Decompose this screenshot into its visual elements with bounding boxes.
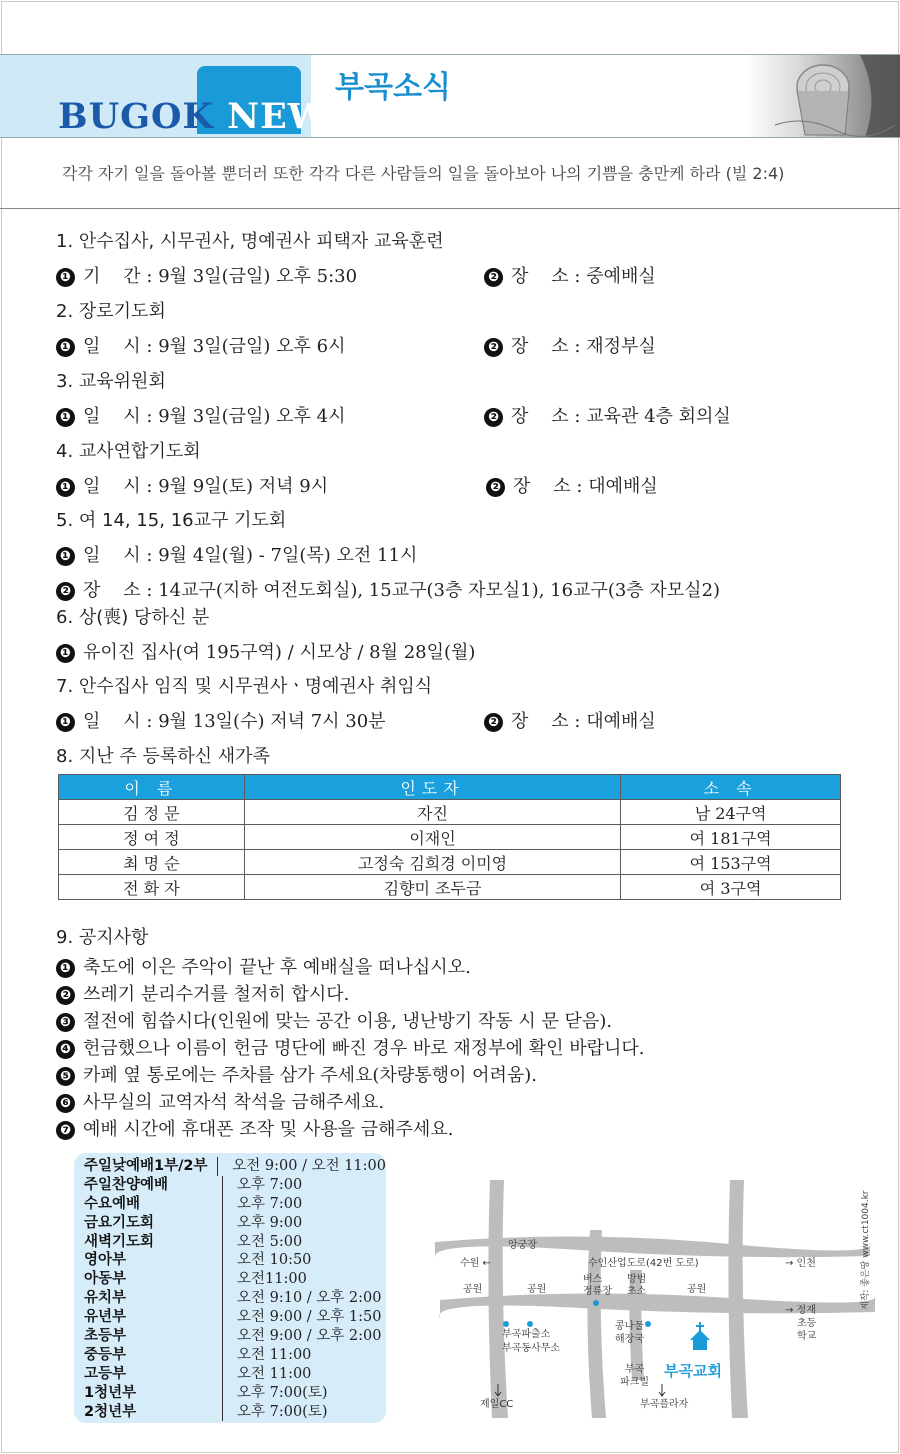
- map-label-school: 초등: [797, 1318, 817, 1329]
- item-value: : 14교구(지하 여전도회실), 15교구(3층 자모실1), 16교구(3층 자모실2): [146, 580, 721, 601]
- item-title: 1. 안수집사, 시무권사, 명예권사 피택자 교육훈련: [56, 231, 444, 252]
- item-key: 장 소: [511, 406, 569, 427]
- office-marker: [527, 1321, 533, 1327]
- item-key: 일 시: [83, 545, 141, 566]
- notice-line: [56, 981, 644, 1008]
- service-name: 금요기도회: [84, 1214, 155, 1231]
- bible-verse: 각각 자기 일을 돌아볼 뿐더러 또한 각각 다른 사람들의 일을 돌아보아 나의 기쁨을 충만케 하라 (빌 2:4): [62, 164, 785, 183]
- schedule-row: [84, 1308, 386, 1327]
- table-row: [59, 850, 841, 875]
- item-title: 8. 지난 주 등록하신 새가족: [56, 746, 270, 767]
- bullet-1-icon: ❶: [56, 713, 75, 732]
- cell-name: 김 정 문: [59, 800, 245, 825]
- item-title: 6. 상(喪) 당하신 분: [56, 607, 210, 628]
- service-time: 오전 11:00: [222, 1346, 311, 1365]
- item-value: : 대예배실: [574, 711, 656, 732]
- map-label-road: 수인산업도로(42번 도로): [588, 1258, 699, 1269]
- notice-item-6: [56, 600, 475, 670]
- schedule-row: [84, 1403, 386, 1422]
- notice-line: [56, 1116, 644, 1143]
- cell-guide: 김향미 조두금: [244, 875, 620, 900]
- cell-group: 여 3구역: [621, 875, 841, 900]
- service-name: 유치부: [84, 1290, 127, 1307]
- service-name: 주일찬양예배: [84, 1176, 169, 1193]
- notice-item-2: [56, 294, 656, 364]
- service-name: 고등부: [84, 1365, 127, 1382]
- police-station-marker: [503, 1321, 509, 1327]
- item-second: [484, 259, 656, 294]
- map-labels: [460, 1238, 817, 1410]
- notice-line: [56, 1062, 644, 1089]
- service-time: 오전11:00: [222, 1270, 307, 1289]
- soup-marker: [645, 1321, 651, 1327]
- service-time: 오전 9:00 / 오전 11:00: [217, 1157, 386, 1176]
- notice-item-3: [56, 364, 731, 434]
- item-line: [56, 704, 656, 739]
- new-family-table: [58, 774, 841, 900]
- item-key: 일 시: [83, 476, 141, 497]
- map-label-park: 공원: [463, 1284, 483, 1295]
- item-key: 기 간: [83, 266, 141, 287]
- map-label-stop: 정류장: [583, 1286, 612, 1297]
- map-label-park: 공원: [687, 1284, 707, 1295]
- item-title: 2. 장로기도회: [56, 301, 166, 322]
- map-label-school: → 정재: [785, 1305, 816, 1316]
- cell-guide: 자진: [244, 800, 620, 825]
- schedule-row: [84, 1270, 386, 1289]
- map-label-park: 공원: [527, 1284, 547, 1295]
- notice-line: [56, 1089, 644, 1116]
- service-name: 초등부: [84, 1328, 127, 1345]
- notice-text: 쓰레기 분리수거를 철저히 합시다.: [83, 984, 350, 1005]
- church-map: [430, 1170, 875, 1420]
- map-roads: [435, 1180, 875, 1418]
- service-time: 오전 9:00 / 오후 2:00: [222, 1327, 381, 1346]
- cell-name: 정 여 정: [59, 825, 245, 850]
- service-time: 오후 7:00(토): [222, 1384, 328, 1403]
- service-time: 오후 9:00: [222, 1214, 302, 1233]
- church-icon: [690, 1322, 710, 1350]
- item-value: : 9월 9일(토) 저녁 9시: [146, 476, 329, 497]
- logo-bugok: BUGOK: [58, 96, 228, 137]
- item-line: [56, 329, 656, 364]
- notice-line: [56, 1035, 644, 1062]
- schedule-row: [84, 1327, 386, 1346]
- notice-item-7: [56, 669, 656, 739]
- service-name: 유년부: [84, 1309, 127, 1326]
- item-key: 일 시: [83, 406, 141, 427]
- item-value: : 9월 3일(금일) 오후 6시: [146, 336, 346, 357]
- item-key: 장 소: [511, 711, 569, 732]
- bullet-2-icon: ❷: [484, 713, 503, 732]
- item-title: 9. 공지사항: [56, 927, 149, 948]
- item-key: 장 소: [83, 580, 141, 601]
- bullet-1-icon: ❶: [56, 268, 75, 287]
- item-title: 7. 안수집사 임직 및 시무권사ㆍ명예권사 취임식: [56, 676, 433, 697]
- bullet-1-icon: ❶: [56, 338, 75, 357]
- item-value: : 교육관 4층 회의실: [574, 406, 731, 427]
- bullet-7-icon: ❼: [56, 1121, 75, 1140]
- bullet-4-icon: ❹: [56, 1040, 75, 1059]
- service-name: 1청년부: [84, 1384, 137, 1401]
- service-time: 오후 7:00(토): [222, 1403, 328, 1422]
- service-name: 수요예배: [84, 1195, 141, 1212]
- map-label-plaza: 부곡플라자: [640, 1399, 689, 1410]
- bullet-1-icon: ❶: [56, 547, 75, 566]
- service-time: 오전 11:00: [222, 1365, 311, 1384]
- bullet-2-icon: ❷: [484, 408, 503, 427]
- item-line: [56, 538, 720, 573]
- bullet-2-icon: ❷: [484, 338, 503, 357]
- item-key: 장 소: [511, 336, 569, 357]
- service-name: 주일낮예배1부/2부: [84, 1158, 208, 1174]
- service-time: 오전 10:50: [222, 1251, 311, 1270]
- cell-name: 전 화 자: [59, 875, 245, 900]
- bullet-3-icon: ❸: [56, 1013, 75, 1032]
- service-time: 오전 9:10 / 오후 2:00: [222, 1289, 381, 1308]
- map-label-police-station: 부곡파출소: [502, 1329, 551, 1340]
- map-label-parkvil: 부곡: [625, 1364, 645, 1375]
- cell-group: 남 24구역: [621, 800, 841, 825]
- bullet-6-icon: ❻: [56, 1094, 75, 1113]
- bullet-2-icon: ❷: [56, 582, 75, 601]
- bullet-1-icon: ❶: [56, 408, 75, 427]
- cell-group: 여 153구역: [621, 850, 841, 875]
- schedule-row: [84, 1233, 386, 1252]
- item-second: [484, 329, 656, 364]
- item-key: 장 소: [513, 476, 571, 497]
- item-second: [484, 704, 656, 739]
- table-row: [59, 825, 841, 850]
- design-credit: 제작: 좋은땅 www.ct1004.kr: [861, 1190, 871, 1310]
- item-line: [56, 635, 475, 670]
- item-value: : 대예배실: [576, 476, 658, 497]
- service-time: 오전 9:00 / 오후 1:50: [222, 1308, 381, 1327]
- item-title: 3. 교육위원회: [56, 371, 166, 392]
- cell-group: 여 181구역: [621, 825, 841, 850]
- item-title: 4. 교사연합기도회: [56, 441, 201, 462]
- header-photo: [745, 55, 900, 137]
- map-label-police: 초소: [627, 1286, 647, 1297]
- bullet-1-icon: ❶: [56, 644, 75, 663]
- bullet-2-icon: ❷: [56, 986, 75, 1005]
- cell-name: 최 명 순: [59, 850, 245, 875]
- notice-text: 절전에 힘씁시다(인원에 맞는 공간 이용, 냉난방기 작동 시 문 닫음).: [83, 1011, 613, 1032]
- bullet-1-icon: ❶: [56, 959, 75, 978]
- item-value: 유이진 집사(여 195구역) / 시모상 / 8월 28일(월): [83, 642, 476, 663]
- item-key: 일 시: [83, 711, 141, 732]
- schedule-row: [84, 1365, 386, 1384]
- bullet-1-icon: ❶: [56, 478, 75, 497]
- table-row: [59, 800, 841, 825]
- schedule-row: [84, 1251, 386, 1270]
- service-name: 영아부: [84, 1252, 127, 1269]
- notice-text: 축도에 이은 주악이 끝난 후 예배실을 떠나십시오.: [83, 957, 471, 978]
- bus-stop-marker: [593, 1300, 599, 1306]
- map-label-police: 방범: [627, 1274, 647, 1285]
- map-label-incheon: → 인천: [785, 1258, 816, 1269]
- notice-line: [56, 1008, 644, 1035]
- item-line: [56, 469, 658, 504]
- item-value: : 9월 13일(수) 저녁 7시 30분: [146, 711, 386, 732]
- page-title: 부곡소식: [335, 70, 451, 105]
- service-time: 오후 7:00: [222, 1176, 302, 1195]
- schedule-row: [84, 1384, 386, 1403]
- service-time: 오전 5:00: [222, 1233, 302, 1252]
- item-second: [486, 469, 658, 504]
- map-label-school: 학교: [797, 1331, 817, 1342]
- table-header-row: [59, 775, 841, 800]
- item-key: 장 소: [511, 266, 569, 287]
- service-name: 아동부: [84, 1271, 127, 1288]
- bullet-2-icon: ❷: [486, 478, 505, 497]
- map-label-soup: 콩나물: [615, 1321, 644, 1332]
- item-title: 5. 여 14, 15, 16교구 기도회: [56, 510, 287, 531]
- table-row: [59, 875, 841, 900]
- schedule-row: [84, 1176, 386, 1195]
- service-name: 새벽기도회: [84, 1233, 155, 1250]
- schedule-row: [84, 1289, 386, 1308]
- schedule-row: [84, 1157, 386, 1176]
- item-line: [56, 399, 731, 434]
- worship-schedule: [74, 1153, 386, 1423]
- service-name: 중등부: [84, 1346, 127, 1363]
- schedule-row: [84, 1195, 386, 1214]
- notice-text: 헌금했으나 이름이 헌금 명단에 빠진 경우 바로 재정부에 확인 바랍니다.: [83, 1038, 645, 1059]
- schedule-row: [84, 1346, 386, 1365]
- service-name: 2청년부: [84, 1403, 137, 1420]
- logo-news: NEWS: [227, 96, 355, 137]
- divider: [0, 208, 900, 209]
- item-second: [484, 399, 731, 434]
- map-label-archery: 앙궁장: [508, 1240, 537, 1251]
- bullet-5-icon: ❺: [56, 1067, 75, 1086]
- bugok-news-logo: [58, 96, 354, 137]
- map-label-bus: 버스: [583, 1274, 603, 1285]
- item-value: : 9월 4일(월) - 7일(목) 오전 11시: [146, 545, 418, 566]
- notice-item-5: [56, 503, 720, 608]
- item-line: [56, 259, 656, 294]
- map-label-parkvil: 파크빌: [620, 1377, 649, 1388]
- col-group-header: 소 속: [621, 775, 841, 800]
- item-value: : 중예배실: [574, 266, 656, 287]
- notice-line: [56, 954, 644, 981]
- map-label-community-office: 부곡동사무소: [502, 1343, 560, 1354]
- cell-guide: 이재인: [244, 825, 620, 850]
- map-label-church: 부곡교회: [664, 1362, 722, 1380]
- item-value: : 재정부실: [574, 336, 656, 357]
- notice-item-8: [56, 739, 270, 774]
- cell-guide: 고정숙 김희경 이미영: [244, 850, 620, 875]
- service-time: 오후 7:00: [222, 1195, 302, 1214]
- item-value: : 9월 3일(금일) 오후 5:30: [146, 266, 358, 287]
- bullet-2-icon: ❷: [484, 268, 503, 287]
- notice-item-9: [56, 922, 644, 1143]
- notice-text: 사무실의 교역자석 착석을 금해주세요.: [83, 1092, 385, 1113]
- map-label-suwon: 수원 ←: [460, 1258, 491, 1269]
- notice-text: 카페 옆 통로에는 주차를 삼가 주세요(차량통행이 어려움).: [83, 1065, 538, 1086]
- col-guide-header: 인도자: [244, 775, 620, 800]
- map-label-jeilcc: 제일CC: [480, 1399, 514, 1410]
- item-value: : 9월 3일(금일) 오후 4시: [146, 406, 346, 427]
- schedule-row: [84, 1214, 386, 1233]
- notice-item-1: [56, 224, 656, 294]
- item-key: 일 시: [83, 336, 141, 357]
- map-label-soup: 해장국: [615, 1334, 644, 1345]
- notice-item-4: [56, 434, 658, 504]
- notice-text: 예배 시간에 휴대폰 조작 및 사용을 금해주세요.: [83, 1119, 454, 1140]
- col-name-header: 이 름: [59, 775, 245, 800]
